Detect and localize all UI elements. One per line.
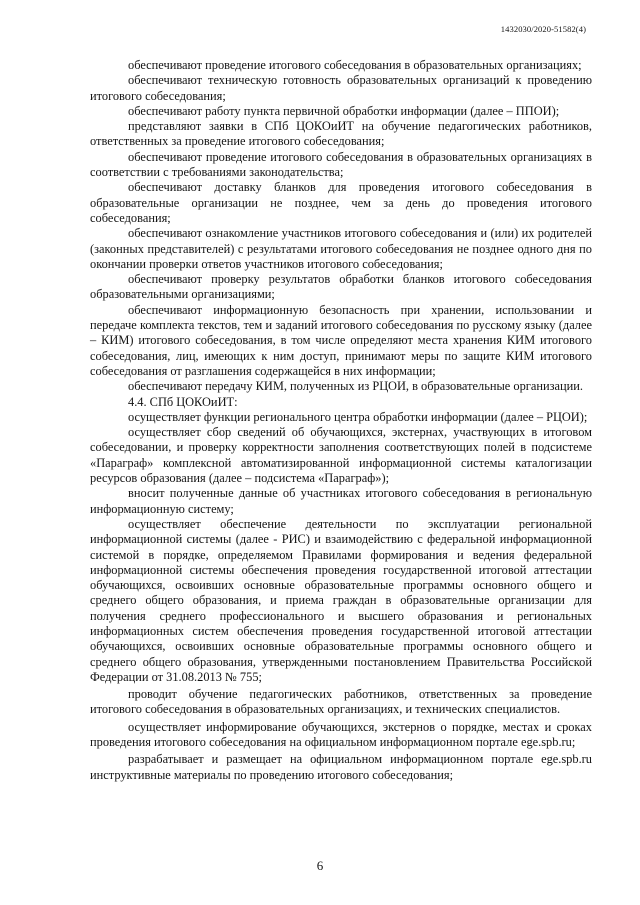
paragraph: представляют заявки в СПб ЦОКОиИТ на обучение педагогических работников, ответственных за проведение итогового собеседования; [90,119,592,149]
paragraph: обеспечивают проверку результатов обработки бланков итогового собеседования образовательными организациями; [90,272,592,302]
paragraph: осуществляет сбор сведений об обучающихся, экстернах, участвующих в итоговом собеседовании, и проверку корректности заполнения соответствующих полей в подсистеме «Параграф» комплексной автоматизированной информационной системы каталогизации ресурсов образования (далее – подсистема «Параграф»); [90,425,592,486]
paragraph: обеспечивают ознакомление участников итогового собеседования и (или) их родителей (законных представителей) с результатами итогового собеседования не позднее одного дня по окончании проверки ответов участников итогового собеседования; [90,226,592,271]
page-number: 6 [316,858,324,873]
paragraph: обеспечивают техническую готовность образовательных организаций к проведению итогового собеседования; [90,73,592,103]
paragraph: осуществляет информирование обучающихся, экстернов о порядке, местах и сроках проведения итогового собеседования на официальном информационном портале ege.spb.ru; [90,719,592,750]
paragraph: обеспечивают проведение итогового собеседования в образовательных организациях в соответствии с требованиями законодательства; [90,149,592,180]
paragraph: осуществляет обеспечение деятельности по эксплуатации региональной информационной системы (далее - РИС) и взаимодействию с федеральной информационной системой в порядке, определяемом Правилами формирования и ведения федеральной информационной системы обеспечения проведения государственной итоговой аттестации обучающихся, освоивших основные образовательные программы основного общего и среднего общего образования, и приема граждан в образовательные организации для получения среднего профессионального и высшего образования и региональных информационных систем обеспечения проведения государственной итоговой аттестации обучающихся, освоивших основные образовательные программы основного общего и среднего общего образования, утвержденными постановлением Правительства Российской Федерации от 31.08.2013 № 755; [90,516,592,684]
paragraph: обеспечивают передачу КИМ, полученных из РЦОИ, в образовательные организации. [128,379,584,394]
paragraph: обеспечивают работу пункта первичной обработки информации (далее – ППОИ); [128,103,560,118]
paragraph: обеспечивают информационную безопасность при хранении, использовании и передаче комплекта текстов, тем и заданий итогового собеседования по русскому языку (далее – КИМ) итогового собеседования, в том числе определяют места хранения КИМ итогового собеседования, лиц, имеющих к ним доступ, принимают меры по защите КИМ итогового собеседования от разглашения содержащейся в них информации; [90,302,592,378]
document-body [90,58,592,783]
document-id: 1432030/2020-51582(4) [500,24,586,34]
paragraph: разрабатывает и размещает на официальном информационном портале ege.spb.ru инструктивные материалы по проведению итогового собеседования; [90,752,592,782]
paragraph: осуществляет функции регионального центра обработки информации (далее – РЦОИ); [128,409,588,424]
paragraph: обеспечивают проведение итогового собеседования в образовательных организациях; [128,58,582,72]
paragraph: вносит полученные данные об участниках итогового собеседования в региональную информационную систему; [90,486,592,516]
paragraph: проводит обучение педагогических работников, ответственных за проведение итогового собеседования в образовательных организациях, и технических специалистов. [90,687,592,717]
section-heading: 4.4. СПб ЦОКОиИТ: [128,394,238,409]
paragraph: обеспечивают доставку бланков для проведения итогового собеседования в образовательные организации не позднее, чем за день до проведения итогового собеседования; [90,180,592,225]
